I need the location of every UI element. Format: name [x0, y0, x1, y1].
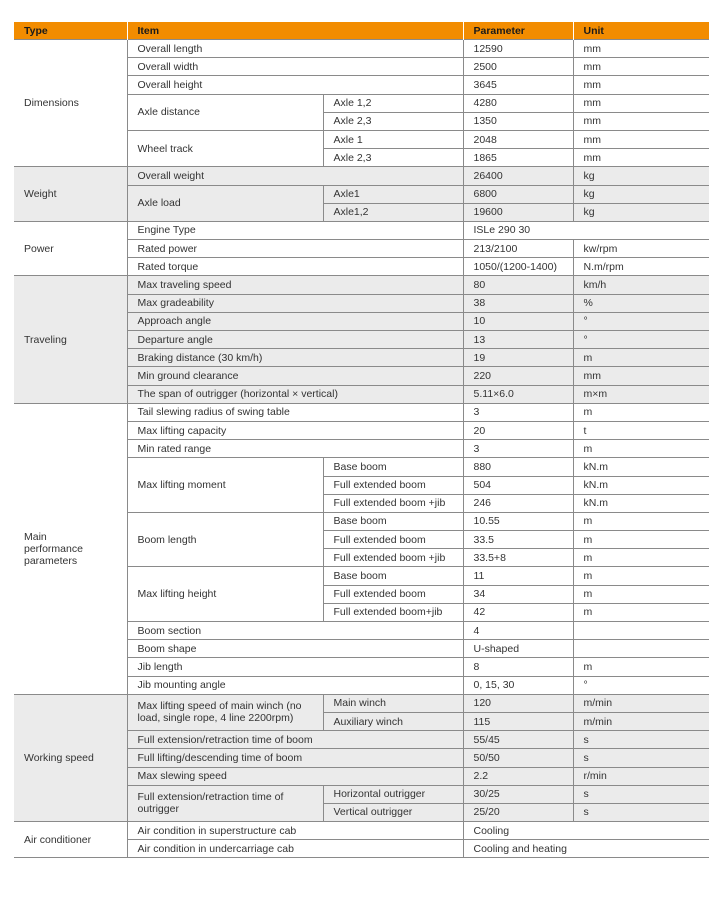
item-cell: Air condition in undercarriage cab [127, 840, 463, 858]
item-cell: Overall height [127, 76, 463, 94]
unit-cell: m [573, 603, 709, 621]
item-cell: Overall length [127, 40, 463, 58]
group-weight [14, 167, 709, 222]
unit-cell: m/min [573, 712, 709, 730]
parameter-cell: 10 [463, 312, 573, 330]
subitem-cell: Axle1 [323, 185, 463, 203]
parameter-cell: 26400 [463, 167, 573, 185]
subitem-cell: Auxiliary winch [323, 712, 463, 730]
parameter-cell: 19600 [463, 203, 573, 221]
subitem-cell: Full extended boom +jib [323, 494, 463, 512]
header-unit: Unit [573, 22, 709, 40]
parameter-cell: 3 [463, 440, 573, 458]
table-row [14, 694, 709, 712]
parameter-cell: 20 [463, 421, 573, 439]
unit-cell: m [573, 512, 709, 530]
group-power [14, 221, 709, 276]
parameter-cell: 30/25 [463, 785, 573, 803]
table-row [14, 822, 709, 840]
unit-cell: ° [573, 312, 709, 330]
parameter-cell: 2.2 [463, 767, 573, 785]
unit-cell: m×m [573, 385, 709, 403]
unit-cell: s [573, 803, 709, 821]
unit-cell: s [573, 785, 709, 803]
unit-cell: mm [573, 149, 709, 167]
item-cell: The span of outrigger (horizontal × vertical) [127, 385, 463, 403]
unit-cell: mm [573, 58, 709, 76]
subitem-cell: Base boom [323, 512, 463, 530]
subitem-cell: Axle1,2 [323, 203, 463, 221]
parameter-cell: 504 [463, 476, 573, 494]
parameter-cell: 220 [463, 367, 573, 385]
spec-table [14, 22, 709, 858]
unit-cell: m [573, 440, 709, 458]
table-row [14, 403, 709, 421]
parameter-cell: 1050/(1200-1400) [463, 258, 573, 276]
unit-cell: kN.m [573, 494, 709, 512]
parameter-cell: 3645 [463, 76, 573, 94]
item-cell: Full extension/retraction time of outrigger [127, 785, 323, 821]
subitem-cell: Main winch [323, 694, 463, 712]
parameter-cell: 0, 15, 30 [463, 676, 573, 694]
unit-cell: m/min [573, 694, 709, 712]
item-cell: Max lifting capacity [127, 421, 463, 439]
group-air-conditioner [14, 822, 709, 858]
unit-cell: mm [573, 130, 709, 148]
unit-cell: kN.m [573, 476, 709, 494]
parameter-cell: 6800 [463, 185, 573, 203]
unit-cell [573, 640, 709, 658]
unit-cell: m [573, 658, 709, 676]
header-row [14, 22, 709, 40]
parameter-cell: 19 [463, 349, 573, 367]
unit-cell: m [573, 531, 709, 549]
item-cell: Full extension/retraction time of boom [127, 731, 463, 749]
parameter-cell: 50/50 [463, 749, 573, 767]
header-item: Item [127, 22, 463, 40]
item-cell: Tail slewing radius of swing table [127, 403, 463, 421]
parameter-cell: 246 [463, 494, 573, 512]
subitem-cell: Axle 2,3 [323, 112, 463, 130]
item-cell: Min ground clearance [127, 367, 463, 385]
unit-cell: t [573, 421, 709, 439]
type-cell: Weight [14, 167, 127, 222]
table-row [14, 276, 709, 294]
table-row [14, 167, 709, 185]
unit-cell: kw/rpm [573, 240, 709, 258]
parameter-cell: 12590 [463, 40, 573, 58]
parameter-cell: 5.11×6.0 [463, 385, 573, 403]
parameter-cell: 115 [463, 712, 573, 730]
parameter-cell: 33.5+8 [463, 549, 573, 567]
unit-cell: % [573, 294, 709, 312]
type-cell: Power [14, 221, 127, 276]
header-type: Type [14, 22, 127, 40]
item-cell: Max lifting moment [127, 458, 323, 513]
parameter-cell: Cooling [463, 822, 709, 840]
item-cell: Min rated range [127, 440, 463, 458]
unit-cell: kN.m [573, 458, 709, 476]
item-cell: Braking distance (30 km/h) [127, 349, 463, 367]
unit-cell: N.m/rpm [573, 258, 709, 276]
unit-cell: kg [573, 203, 709, 221]
subitem-cell: Base boom [323, 458, 463, 476]
unit-cell: km/h [573, 276, 709, 294]
item-cell: Max traveling speed [127, 276, 463, 294]
unit-cell: kg [573, 185, 709, 203]
unit-cell: mm [573, 40, 709, 58]
unit-cell: m [573, 585, 709, 603]
item-cell: Rated torque [127, 258, 463, 276]
item-cell: Departure angle [127, 331, 463, 349]
unit-cell: kg [573, 167, 709, 185]
item-cell: Wheel track [127, 130, 323, 166]
parameter-cell: 3 [463, 403, 573, 421]
unit-cell: mm [573, 94, 709, 112]
parameter-cell: 25/20 [463, 803, 573, 821]
item-cell: Max slewing speed [127, 767, 463, 785]
parameter-cell: 38 [463, 294, 573, 312]
type-cell: Dimensions [14, 40, 127, 167]
item-cell: Max lifting height [127, 567, 323, 622]
item-cell: Engine Type [127, 221, 463, 239]
subitem-cell: Horizontal outrigger [323, 785, 463, 803]
type-cell: Main performance parameters [14, 403, 127, 694]
subitem-cell: Base boom [323, 567, 463, 585]
parameter-cell: Cooling and heating [463, 840, 709, 858]
parameter-cell: 120 [463, 694, 573, 712]
item-cell: Jib mounting angle [127, 676, 463, 694]
subitem-cell: Full extended boom [323, 585, 463, 603]
item-cell: Overall width [127, 58, 463, 76]
subitem-cell: Axle 2,3 [323, 149, 463, 167]
subitem-cell: Full extended boom+jib [323, 603, 463, 621]
item-cell: Boom length [127, 512, 323, 567]
item-cell: Axle load [127, 185, 323, 221]
parameter-cell: U-shaped [463, 640, 573, 658]
unit-cell: mm [573, 367, 709, 385]
item-cell: Boom shape [127, 640, 463, 658]
type-cell: Air conditioner [14, 822, 127, 858]
parameter-cell: 2500 [463, 58, 573, 76]
parameter-cell: 1865 [463, 149, 573, 167]
unit-cell: s [573, 749, 709, 767]
unit-cell: m [573, 403, 709, 421]
unit-cell: s [573, 731, 709, 749]
unit-cell [573, 622, 709, 640]
parameter-cell: 1350 [463, 112, 573, 130]
item-cell: Full lifting/descending time of boom [127, 749, 463, 767]
unit-cell: r/min [573, 767, 709, 785]
item-cell: Approach angle [127, 312, 463, 330]
parameter-cell: 55/45 [463, 731, 573, 749]
item-cell: Axle distance [127, 94, 323, 130]
unit-cell: ° [573, 676, 709, 694]
table-row [14, 221, 709, 239]
subitem-cell: Full extended boom [323, 476, 463, 494]
parameter-cell: 8 [463, 658, 573, 676]
unit-cell: m [573, 349, 709, 367]
subitem-cell: Axle 1 [323, 130, 463, 148]
item-cell: Max lifting speed of main winch (no load, single rope, 4 line 2200rpm) [127, 694, 323, 730]
parameter-cell: 34 [463, 585, 573, 603]
type-cell: Traveling [14, 276, 127, 403]
item-cell: Max gradeability [127, 294, 463, 312]
item-cell: Rated power [127, 240, 463, 258]
item-cell: Boom section [127, 622, 463, 640]
parameter-cell: 4 [463, 622, 573, 640]
parameter-cell: 213/2100 [463, 240, 573, 258]
unit-cell: m [573, 567, 709, 585]
parameter-cell: 2048 [463, 130, 573, 148]
parameter-cell: 42 [463, 603, 573, 621]
item-cell: Jib length [127, 658, 463, 676]
parameter-cell: 4280 [463, 94, 573, 112]
parameter-cell: 80 [463, 276, 573, 294]
parameter-cell: 10.55 [463, 512, 573, 530]
unit-cell: mm [573, 76, 709, 94]
parameter-cell: ISLe 290 30 [463, 221, 709, 239]
group-working-speed [14, 694, 709, 821]
table-row [14, 40, 709, 58]
parameter-cell: 13 [463, 331, 573, 349]
header-parameter: Parameter [463, 22, 573, 40]
unit-cell: m [573, 549, 709, 567]
group-performance [14, 403, 709, 694]
subitem-cell: Full extended boom +jib [323, 549, 463, 567]
item-cell: Overall weight [127, 167, 463, 185]
unit-cell: mm [573, 112, 709, 130]
subitem-cell: Axle 1,2 [323, 94, 463, 112]
group-traveling [14, 276, 709, 403]
type-cell: Working speed [14, 694, 127, 821]
item-cell: Air condition in superstructure cab [127, 822, 463, 840]
parameter-cell: 880 [463, 458, 573, 476]
subitem-cell: Full extended boom [323, 531, 463, 549]
group-dimensions [14, 40, 709, 167]
parameter-cell: 33.5 [463, 531, 573, 549]
subitem-cell: Vertical outrigger [323, 803, 463, 821]
unit-cell: ° [573, 331, 709, 349]
parameter-cell: 11 [463, 567, 573, 585]
